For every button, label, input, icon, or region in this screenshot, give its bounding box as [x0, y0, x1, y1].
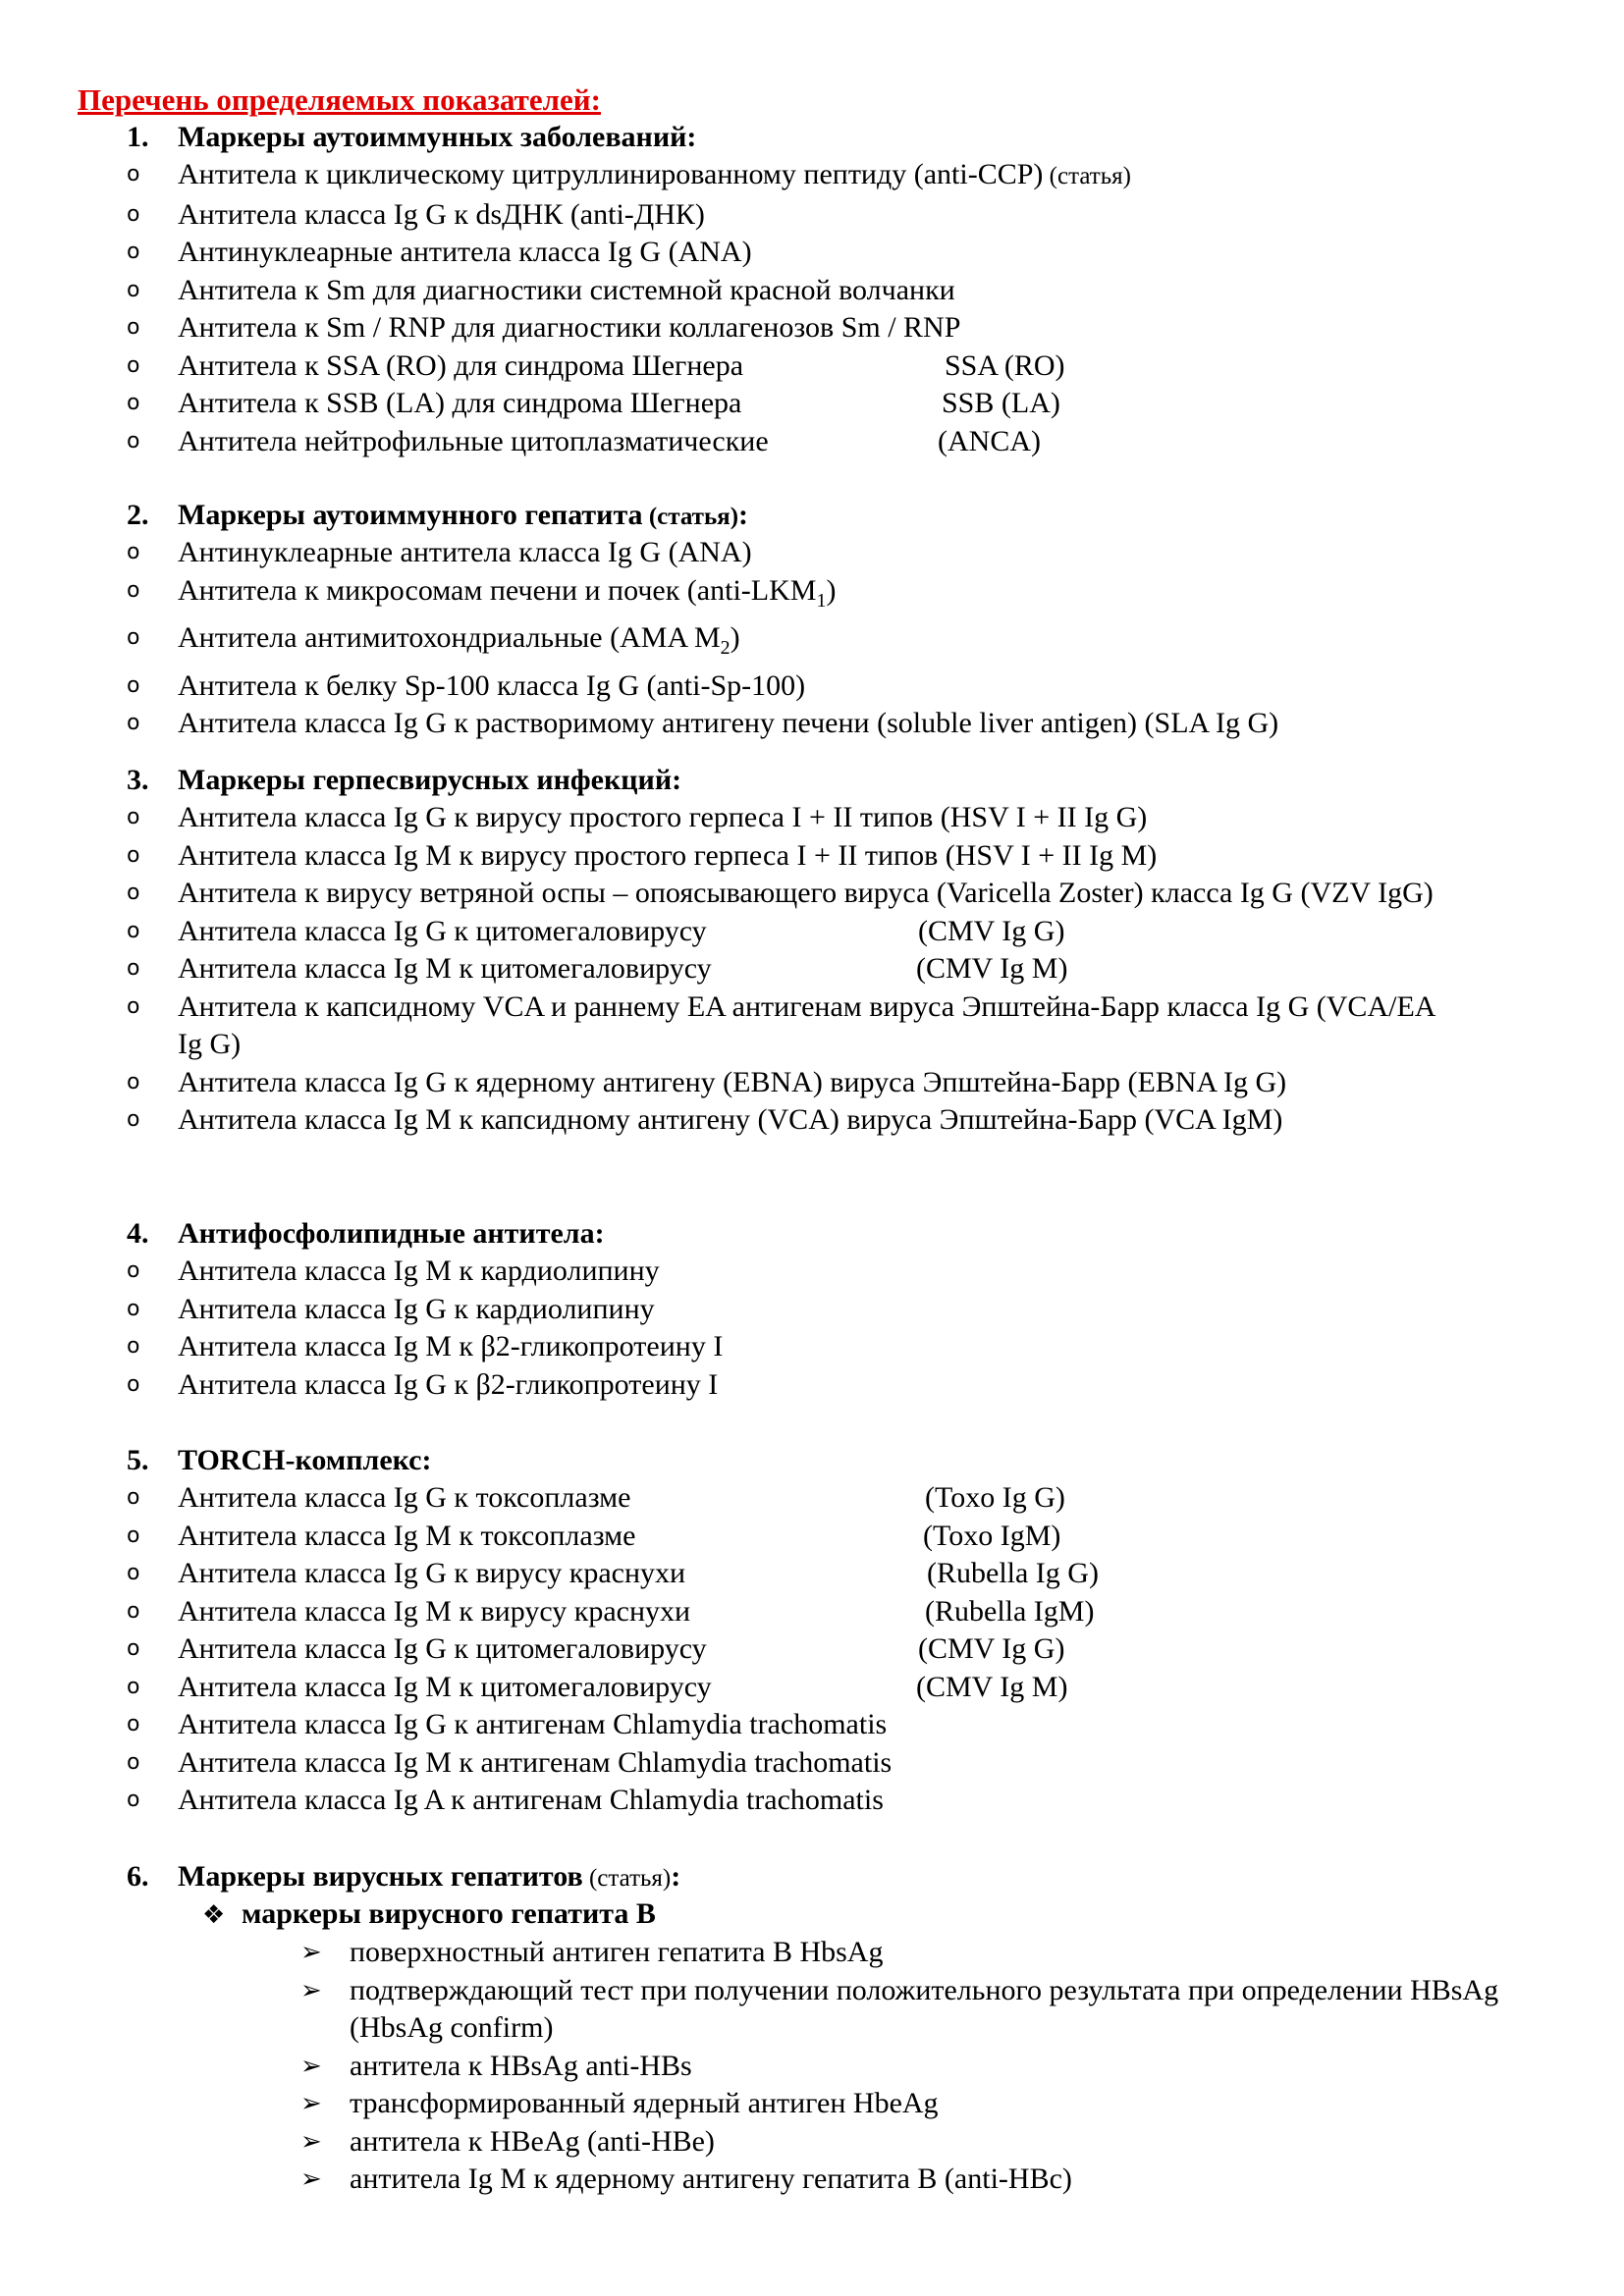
list-item: [0, 705, 1533, 743]
section-number: 6.: [127, 1860, 149, 1893]
arrow-bullet-icon: ➢: [300, 1975, 322, 2005]
bullet: o: [127, 1749, 140, 1775]
item-text: антитела Ig M к ядерному антигену гепатита В (anti-HBc): [350, 2163, 1072, 2195]
list-item: [0, 2085, 1547, 2123]
section-title-text: Маркеры аутоиммунных заболеваний:: [178, 121, 697, 153]
item-code: SSB (LA): [942, 387, 1060, 419]
item-code: (Toxo Ig G): [925, 1481, 1065, 1514]
item-text: Антитела класса Ig M к вирусу краснухи: [178, 1594, 691, 1628]
list-item: [0, 309, 1533, 347]
item-text: Антитела класса Ig M к кардиолипину: [178, 1255, 660, 1287]
item-text: Антинуклеарные антитела класса Ig G (ANA): [178, 536, 752, 568]
title-main: Маркеры вирусных гепатитов: [178, 1860, 583, 1893]
list-item: [0, 1630, 1533, 1669]
bullet: o: [127, 993, 140, 1019]
item-text: Антитела класса Ig G к dsДНК (anti-ДНК): [178, 197, 705, 231]
bullet: o: [127, 162, 140, 187]
bullet: o: [127, 577, 140, 603]
section-items: [0, 1253, 1624, 1404]
item-text: Антитела класса Ig G к β2-гликопротеину I: [178, 1367, 719, 1401]
bullet: o: [127, 1561, 140, 1585]
list-item: [0, 1479, 1533, 1518]
list-item: [0, 875, 1444, 913]
list-item: [0, 534, 1533, 572]
section-items: [0, 156, 1624, 460]
list-item: [0, 1291, 1533, 1329]
item-text: Антитела антимитохондриальные (AMA M: [178, 621, 721, 654]
arrow-bullet-icon: ➢: [300, 2164, 322, 2194]
bullet: o: [127, 352, 140, 378]
subsection-items: [0, 1934, 1624, 2199]
section-number: 3.: [127, 764, 149, 796]
item-text: Антитела к микросомам печени и почек (anti-LKM: [178, 573, 817, 607]
item-text: Антитела класса Ig M к вирусу простого герпеса I + II типов (HSV I + II Ig M): [178, 838, 1158, 872]
title-note: (статья): [642, 504, 739, 530]
list-item: [0, 1972, 1547, 2048]
item-code: (CMV Ig M): [916, 1670, 1068, 1703]
bullet: o: [127, 540, 140, 564]
section-title-text: TORCH-комплекс:: [178, 1444, 432, 1476]
item-text: Антитела класса Ig G к антигенам Chlamydia trachomatis: [178, 1708, 888, 1740]
item-text: Антитела класса Ig G к вирусу краснухи: [178, 1557, 686, 1589]
item-text: Антитела класса Ig G к токсоплазме: [178, 1481, 631, 1514]
section-title-text: [178, 497, 748, 536]
item-code: (Toxo IgM): [923, 1519, 1061, 1552]
item-text-after: ): [826, 573, 837, 607]
bullet: o: [127, 1258, 140, 1283]
item-text: Антитела класса Ig G к вирусу простого герпеса I + II типов (HSV I + II Ig G): [178, 801, 1148, 833]
item-text: подтверждающий тест при получении положительного результата при определении HBsAg (HbsAg confirm): [350, 1973, 1499, 2044]
bullet: o: [127, 1636, 140, 1661]
item-text: Антитела класса Ig M к токсоплазме: [178, 1519, 636, 1552]
bullet: o: [127, 391, 140, 415]
page-heading: Перечень определяемых показателей:: [78, 82, 601, 117]
arrow-bullet-icon: ➢: [300, 1938, 322, 1967]
bullet: o: [127, 1334, 140, 1359]
list-item: [0, 572, 1533, 620]
item-text: Антитела к Sm для диагностики системной красной волчанки: [178, 273, 955, 306]
subsection-heading: [202, 1896, 656, 1933]
list-item: [0, 234, 1533, 272]
section-number: 4.: [127, 1217, 149, 1250]
bullet: o: [127, 956, 140, 981]
item-text: Антитела класса Ig M к капсидному антигену (VCA) вируса Эпштейна-Барр (VCA IgM): [178, 1103, 1283, 1136]
diamond-bullet-icon: ❖: [202, 1900, 226, 1930]
bullet: o: [127, 672, 140, 698]
item-subscript: 1: [816, 589, 827, 612]
bullet: o: [127, 1069, 140, 1095]
section-title-text: Маркеры герпесвирусных инфекций:: [178, 764, 682, 796]
list-item: [0, 1064, 1533, 1102]
title-end: :: [671, 1860, 681, 1893]
item-text: Антитела класса Ig G к кардиолипину: [178, 1292, 655, 1325]
item-text: Антитела к SSA (RO) для синдрома Шегнера: [178, 348, 744, 382]
list-item: [0, 2161, 1547, 2199]
item-text: трансформированный ядерный антиген HbeAg: [350, 2087, 939, 2119]
item-code: (ANCA): [938, 424, 1041, 457]
section-items: [0, 799, 1624, 1140]
title-main: Маркеры аутоиммунного гепатита: [178, 499, 643, 531]
item-text: Антитела к белку Sp-100 класса Ig G (anti-Sp-100): [178, 668, 806, 702]
title-note: (статья): [582, 1865, 672, 1892]
item-text: Антитела класса Ig G к цитомегаловирусу: [178, 914, 707, 947]
list-item: [0, 2048, 1547, 2086]
item-text: Антитела класса Ig M к цитомегаловирусу: [178, 1670, 712, 1703]
item-text: Антитела к вирусу ветряной оспы – опоясывающего вируса (Varicella Zoster) класса Ig G (VZV IgG): [178, 877, 1434, 909]
list-item: [0, 1934, 1547, 1972]
list-item: [0, 1669, 1533, 1707]
item-code: (CMV Ig G): [918, 914, 1065, 947]
item-text: Антитела класса Ig M к β2-гликопротеину I: [178, 1330, 724, 1362]
arrow-bullet-icon: ➢: [300, 2089, 322, 2118]
bullet: o: [127, 805, 140, 829]
section-items: [0, 534, 1624, 743]
list-item: [0, 950, 1533, 988]
list-item: [0, 1366, 1533, 1405]
item-text: Антитела нейтрофильные цитоплазматические: [178, 424, 769, 457]
bullet: o: [127, 1598, 140, 1624]
list-item: [0, 423, 1533, 461]
list-item: [0, 2123, 1547, 2162]
section-title-text: [178, 1858, 680, 1897]
list-item: [0, 619, 1533, 667]
item-code: SSA (RO): [945, 348, 1065, 382]
bullet: o: [127, 918, 140, 943]
bullet: o: [127, 1296, 140, 1321]
list-item: [0, 1744, 1533, 1783]
item-code: (CMV Ig M): [916, 952, 1068, 985]
item-text: Антитела к капсидному VCA и раннему EA антигенам вируса Эпштейна-Барр класса Ig G (VCA/EA Ig G): [178, 989, 1435, 1060]
list-item: [0, 196, 1533, 235]
item-text: антитела к HBsAg anti-HBs: [350, 2049, 692, 2082]
item-text: Антитела класса Ig M к антигенам Chlamydia trachomatis: [178, 1745, 893, 1779]
item-text: поверхностный антиген гепатита В HbsAg: [350, 1936, 884, 1968]
section-title-text: Антифосфолипидные антитела:: [178, 1217, 605, 1250]
item-text: Антинуклеарные антитела класса Ig G (ANA): [178, 236, 752, 268]
bullet: o: [127, 711, 140, 735]
bullet: o: [127, 277, 140, 302]
bullet: o: [127, 1522, 140, 1548]
item-code: (Rubella Ig G): [927, 1557, 1099, 1589]
list-item: [0, 1328, 1533, 1366]
bullet: o: [127, 1712, 140, 1736]
arrow-bullet-icon: ➢: [300, 2126, 322, 2157]
bullet: o: [127, 240, 140, 264]
item-text: Антитела к SSB (LA) для синдрома Шегнера: [178, 387, 742, 419]
subsection-title: маркеры вирусного гепатита В: [242, 1897, 656, 1930]
item-text: Антитела к циклическому цитруллинированному пептиду (anti-CCP): [178, 158, 1044, 190]
list-item: [0, 799, 1533, 837]
bullet: o: [127, 201, 140, 227]
item-text-after: ): [730, 621, 740, 654]
list-item: [0, 347, 1533, 386]
item-text: Антитела класса Ig A к антигенам Chlamydia trachomatis: [178, 1784, 884, 1816]
list-item: [0, 1782, 1533, 1820]
arrow-bullet-icon: ➢: [300, 2051, 322, 2081]
item-text: Антитела класса Ig G к цитомегаловирусу: [178, 1632, 707, 1665]
bullet: o: [127, 1674, 140, 1699]
section-number: 1.: [127, 121, 149, 153]
item-code: (Rubella IgM): [925, 1594, 1095, 1628]
bullet: o: [127, 428, 140, 454]
list-item: [0, 988, 1444, 1064]
list-item: [0, 1706, 1533, 1744]
bullet: o: [127, 315, 140, 340]
bullet: o: [127, 1107, 140, 1132]
item-text: Антитела класса Ig G к растворимому антигену печени (soluble liver antigen) (SLA Ig G): [178, 707, 1279, 739]
list-item: [0, 156, 1533, 196]
item-text: антитела к HBeAg (anti-HBe): [350, 2124, 715, 2158]
bullet: o: [127, 625, 140, 650]
item-text: Антитела к Sm / RNP для диагностики коллагенозов Sm / RNP: [178, 311, 961, 344]
bullet: o: [127, 1788, 140, 1812]
section-number: 5.: [127, 1444, 149, 1476]
list-item: [0, 837, 1533, 876]
bullet: o: [127, 881, 140, 905]
item-text: Антитела класса Ig G к ядерному антигену (EBNA) вируса Эпштейна-Барр (EBNA Ig G): [178, 1065, 1287, 1098]
section-number: 2.: [127, 499, 149, 531]
section-items: [0, 1479, 1624, 1820]
bullet: o: [127, 842, 140, 868]
item-text: Антитела класса Ig M к цитомегаловирусу: [178, 952, 712, 985]
title-end: :: [738, 499, 749, 531]
list-item: [0, 1101, 1533, 1140]
list-item: [0, 272, 1533, 310]
list-item: [0, 913, 1533, 951]
bullet: o: [127, 1371, 140, 1397]
list-item: [0, 1253, 1533, 1291]
item-code: (CMV Ig G): [918, 1632, 1065, 1665]
item-subscript: 2: [720, 637, 731, 659]
list-item: [0, 1555, 1533, 1593]
list-item: [0, 1518, 1533, 1556]
bullet: o: [127, 1485, 140, 1510]
list-item: [0, 1593, 1533, 1631]
list-item: [0, 667, 1533, 706]
list-item: [0, 385, 1533, 423]
item-note: (статья): [1043, 163, 1131, 189]
